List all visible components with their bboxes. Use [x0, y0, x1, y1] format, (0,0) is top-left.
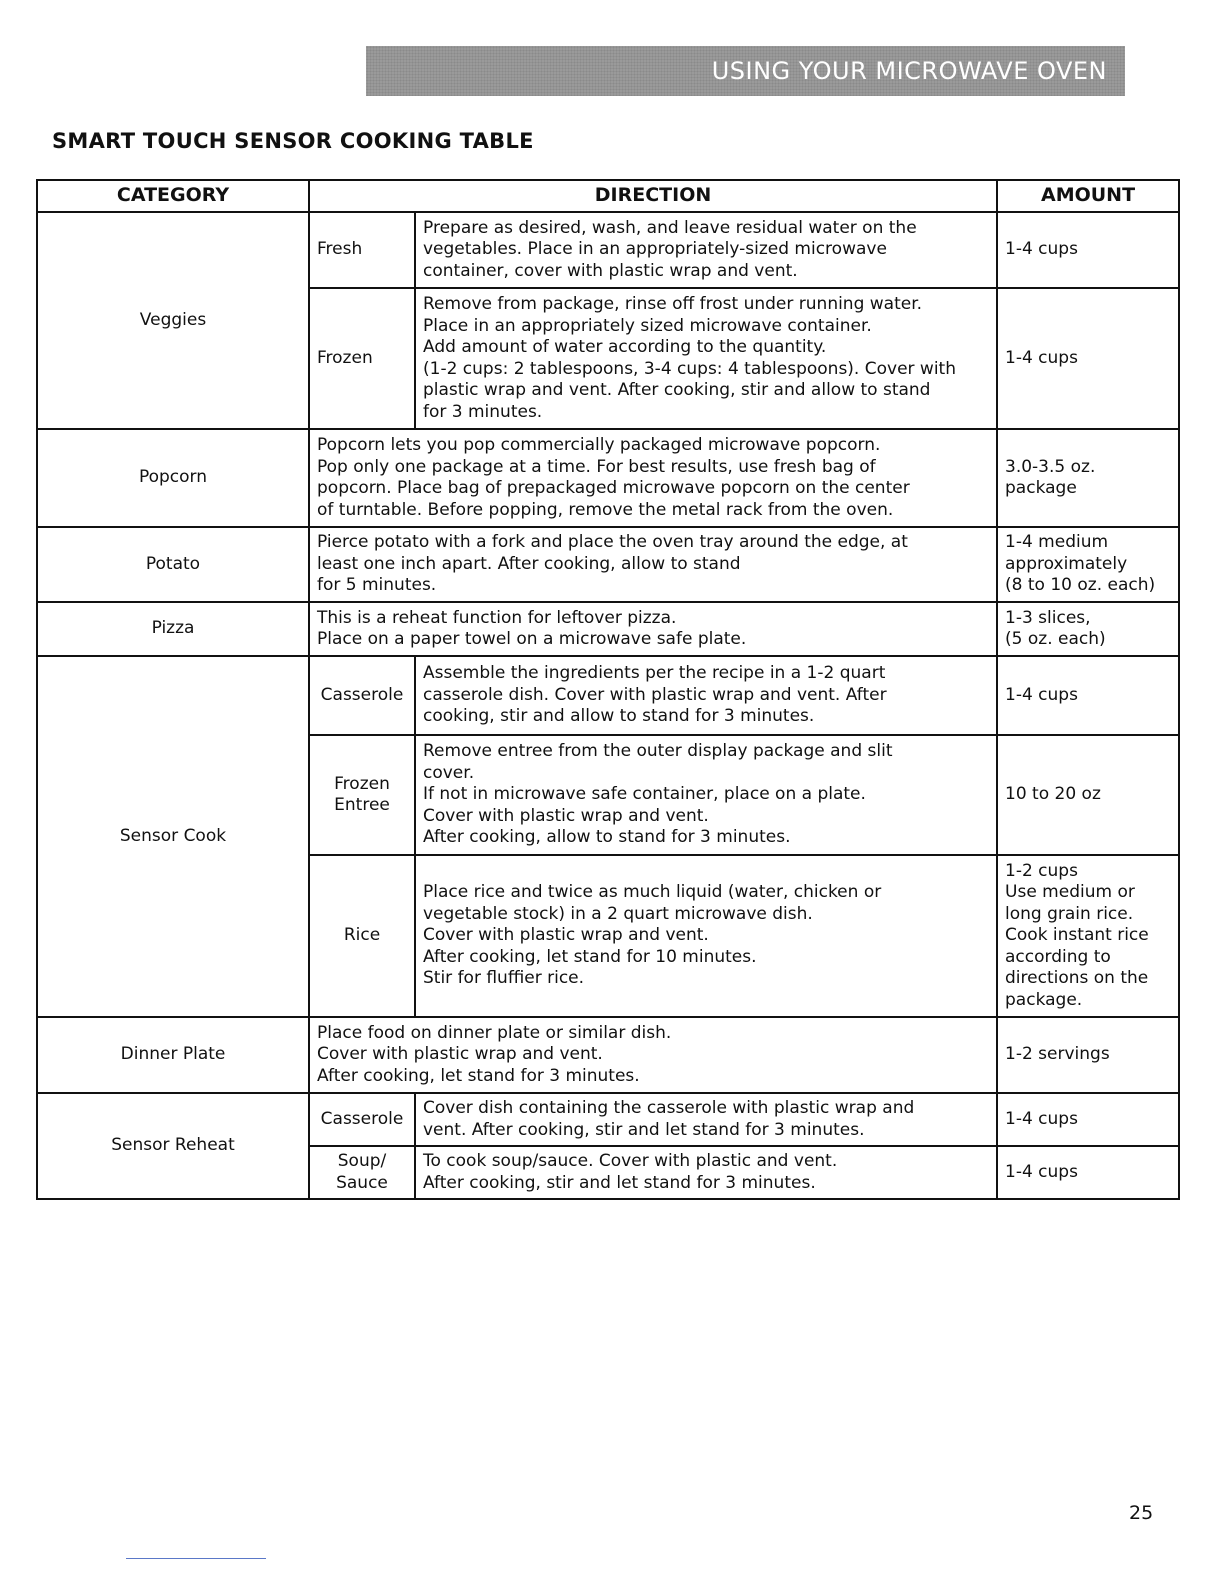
direction-popcorn: Popcorn lets you pop commercially packaged microwave popcorn. Pop only one package at a time. For best results, use fresh bag of popcorn. Place bag of prepackaged microwave popcorn on the center of turntable. Before popping, remove the metal rack from the oven. — [309, 429, 997, 527]
section-banner — [366, 46, 1125, 96]
direction-sensor-cook-frozen-entree: Remove entree from the outer display package and slit cover. If not in microwave safe container, place on a plate. Cover with plastic wrap and vent. After cooking, allow to stand for 3 minutes. — [415, 735, 997, 855]
category-sensor-cook: Sensor Cook — [37, 656, 309, 1017]
table-row — [37, 212, 1179, 288]
amount-potato: 1-4 medium approximately (8 to 10 oz. each) — [997, 527, 1179, 602]
subcategory-reheat-casserole: Casserole — [309, 1093, 415, 1146]
page-title: SMART TOUCH SENSOR COOKING TABLE — [52, 129, 534, 153]
category-popcorn: Popcorn — [37, 429, 309, 527]
subcategory-frozen: Frozen — [309, 288, 415, 429]
header-direction: DIRECTION — [309, 180, 997, 212]
direction-sensor-cook-rice: Place rice and twice as much liquid (water, chicken or vegetable stock) in a 2 quart microwave dish. Cover with plastic wrap and vent. After cooking, let stand for 10 minutes. Stir for fluffier rice. — [415, 855, 997, 1017]
subcategory-rice: Rice — [309, 855, 415, 1017]
amount-sensor-cook-frozen-entree: 10 to 20 oz — [997, 735, 1179, 855]
header-amount: AMOUNT — [997, 180, 1179, 212]
direction-sensor-cook-casserole: Assemble the ingredients per the recipe in a 1-2 quart casserole dish. Cover with plastic wrap and vent. After cooking, stir and allow to stand for 3 minutes. — [415, 656, 997, 735]
table-row — [37, 429, 1179, 527]
amount-popcorn: 3.0-3.5 oz. package — [997, 429, 1179, 527]
subcategory-fresh: Fresh — [309, 212, 415, 288]
section-banner-text: USING YOUR MICROWAVE OVEN — [711, 57, 1107, 85]
amount-sensor-reheat-casserole: 1-4 cups — [997, 1093, 1179, 1146]
direction-sensor-reheat-soup: To cook soup/sauce. Cover with plastic and vent. After cooking, stir and let stand for 3 minutes. — [415, 1146, 997, 1199]
amount-sensor-cook-casserole: 1-4 cups — [997, 656, 1179, 735]
amount-dinner-plate: 1-2 servings — [997, 1017, 1179, 1093]
amount-sensor-cook-rice: 1-2 cups Use medium or long grain rice. Cook instant rice according to directions on the package. — [997, 855, 1179, 1017]
direction-potato: Pierce potato with a fork and place the oven tray around the edge, at least one inch apart. After cooking, allow to stand for 5 minutes. — [309, 527, 997, 602]
footer-divider — [126, 1558, 266, 1559]
category-sensor-reheat: Sensor Reheat — [37, 1093, 309, 1199]
table-row — [37, 1017, 1179, 1093]
table-row — [37, 1093, 1179, 1146]
subcategory-frozen-entree: Frozen Entree — [309, 735, 415, 855]
category-potato: Potato — [37, 527, 309, 602]
subcategory-casserole: Casserole — [309, 656, 415, 735]
table-row — [37, 527, 1179, 602]
table-header-row — [37, 180, 1179, 212]
amount-veggies-fresh: 1-4 cups — [997, 212, 1179, 288]
table-row — [37, 656, 1179, 735]
direction-veggies-frozen: Remove from package, rinse off frost under running water. Place in an appropriately sized microwave container. Add amount of water according to the quantity. (1-2 cups: 2 tablespoons, 3-4 cups: 4 tablespoons). Cover with plastic wrap and vent. After cooking, stir and allow to stand for 3 minutes. — [415, 288, 997, 429]
direction-veggies-fresh: Prepare as desired, wash, and leave residual water on the vegetables. Place in an appropriately-sized microwave container, cover with plastic wrap and vent. — [415, 212, 997, 288]
amount-sensor-reheat-soup: 1-4 cups — [997, 1146, 1179, 1199]
category-pizza: Pizza — [37, 602, 309, 656]
amount-veggies-frozen: 1-4 cups — [997, 288, 1179, 429]
direction-pizza: This is a reheat function for leftover pizza. Place on a paper towel on a microwave safe plate. — [309, 602, 997, 656]
subcategory-soup-sauce: Soup/ Sauce — [309, 1146, 415, 1199]
amount-pizza: 1-3 slices, (5 oz. each) — [997, 602, 1179, 656]
direction-sensor-reheat-casserole: Cover dish containing the casserole with plastic wrap and vent. After cooking, stir and let stand for 3 minutes. — [415, 1093, 997, 1146]
table-row — [37, 602, 1179, 656]
category-veggies: Veggies — [37, 212, 309, 429]
header-category: CATEGORY — [37, 180, 309, 212]
direction-dinner-plate: Place food on dinner plate or similar dish. Cover with plastic wrap and vent. After cooking, let stand for 3 minutes. — [309, 1017, 997, 1093]
sensor-cooking-table — [36, 179, 1180, 1200]
page-number: 25 — [1129, 1502, 1154, 1524]
category-dinner-plate: Dinner Plate — [37, 1017, 309, 1093]
